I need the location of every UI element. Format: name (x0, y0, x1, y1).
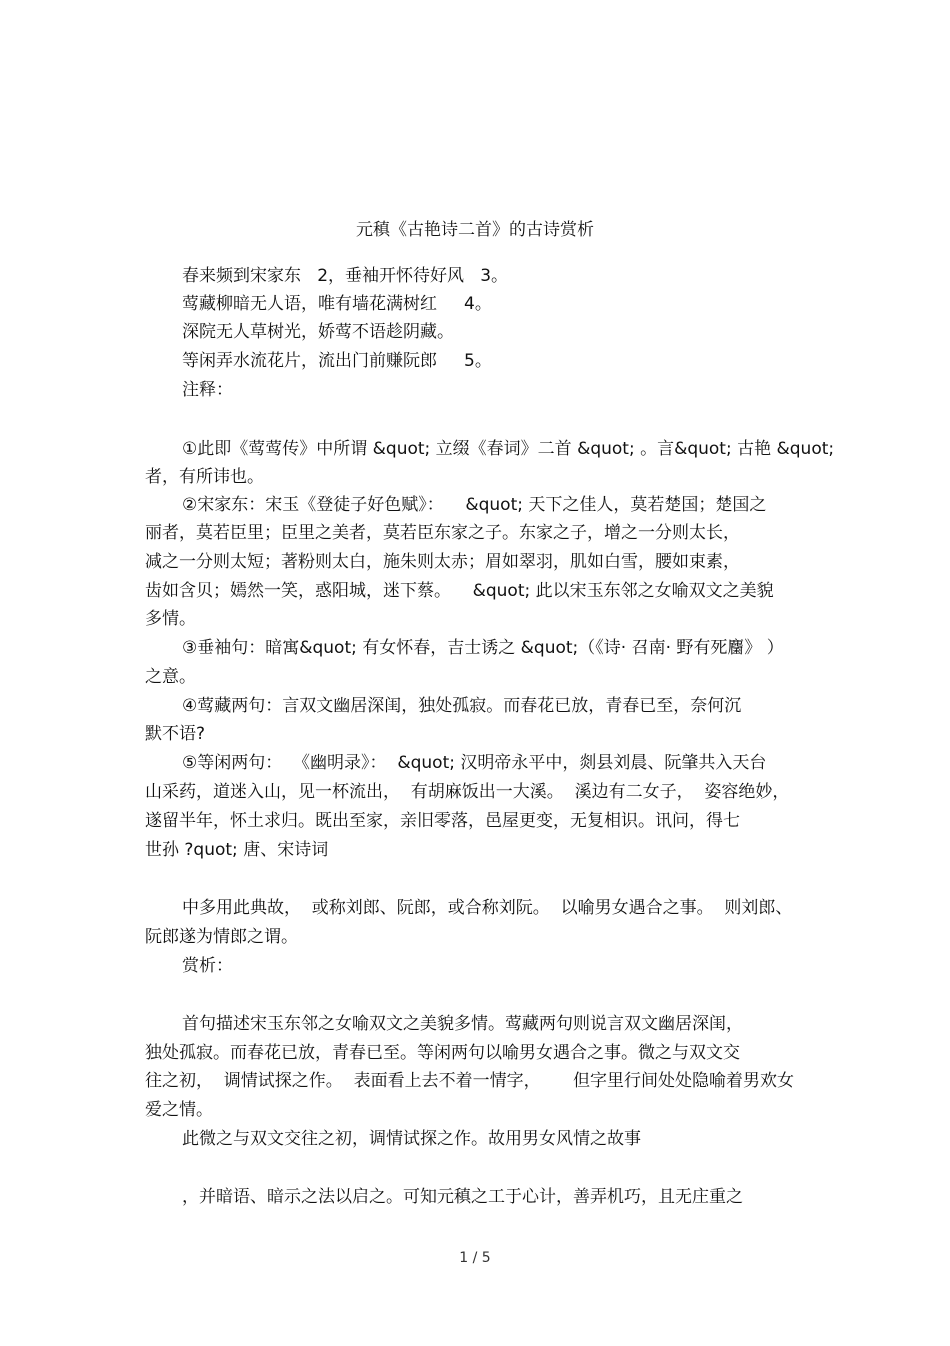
note-line: ①此即《莺莺传》中所谓 &quot; 立缀《春词》二首 &quot; 。言&quot; 古艳 &quot; (182, 439, 835, 459)
note-line: ③垂袖句：暗寓&quot; 有女怀春，吉士诱之 &quot;（《诗· 召南· 野有死麕》 ） (182, 638, 784, 658)
analysis-line: 首句描述宋玉东邻之女喻双文之美貌多情。莺藏两句则说言双文幽居深闺， (182, 1014, 743, 1034)
note-line: 山采药，道迷入山，见一杯流出， 有胡麻饭出一大溪。 溪边有二女子， 姿容绝妙， (145, 782, 790, 802)
note-line: 世孙 ?quot; 唐、宋诗词 (145, 840, 329, 860)
analysis-line: 往之初， 调情试探之作。 表面看上去不着一情字， 但字里行间处处隐喻着男欢女 (145, 1071, 795, 1091)
note-line: 多情。 (145, 609, 196, 629)
note-line: 减之一分则太短；著粉则太白，施朱则太赤；眉如翠羽，肌如白雪，腰如束素， (145, 552, 740, 572)
note-line: 遂留半年，怀土求归。既出至家，亲旧零落，邑屋更变，无复相识。讯问，得七 (145, 811, 740, 831)
document-title: 元稹《古艳诗二首》的古诗赏析 (356, 220, 594, 240)
poem-line-4: 等闲弄水流花片，流出门前赚阮郎 5。 (182, 351, 492, 371)
poem-line-2: 莺藏柳暗无人语，唯有墙花满树红 4。 (182, 294, 492, 314)
poem-line-3: 深院无人草树光，娇莺不语趁阴藏。 (182, 322, 454, 342)
analysis-line: ，并暗语、暗示之法以启之。可知元稹之工于心计，善弄机巧，且无庄重之 (182, 1187, 743, 1207)
note-line: 阮郎遂为情郎之谓。 (145, 927, 298, 947)
notes-heading: 注释： (182, 380, 233, 400)
analysis-heading: 赏析： (182, 956, 233, 976)
note-line: 者，有所讳也。 (145, 467, 264, 487)
note-line: ⑤等闲两句： 《幽明录》： &quot; 汉明帝永平中，剡县刘晨、阮肇共入天台 (182, 753, 767, 773)
note-line: ②宋家东：宋玉《登徒子好色赋》： &quot; 天下之佳人，莫若楚国；楚国之 (182, 495, 767, 515)
analysis-line: 爱之情。 (145, 1100, 213, 1120)
page-number: 1 / 5 (459, 1250, 491, 1266)
note-line: 齿如含贝；嫣然一笑，惑阳城，迷下蔡。 &quot; 此以宋玉东邻之女喻双文之美貌 (145, 581, 774, 601)
analysis-line: 此微之与双文交往之初，调情试探之作。故用男女风情之故事 (182, 1129, 641, 1149)
note-line: 之意。 (145, 667, 196, 687)
note-line: 中多用此典故， 或称刘郎、阮郎，或合称刘阮。 以喻男女遇合之事。 则刘郎、 (182, 898, 793, 918)
note-line: 默不语? (145, 724, 206, 744)
poem-line-1: 春来频到宋家东 2，垂袖开怀待好风 3。 (182, 266, 509, 286)
note-line: ④莺藏两句：言双文幽居深闺，独处孤寂。而春花已放，青春已至，奈何沉 (182, 696, 742, 716)
analysis-line: 独处孤寂。而春花已放，青春已至。等闲两句以喻男女遇合之事。微之与双文交 (145, 1043, 740, 1063)
note-line: 丽者，莫若臣里；臣里之美者，莫若臣东家之子。东家之子，增之一分则太长， (145, 523, 740, 543)
